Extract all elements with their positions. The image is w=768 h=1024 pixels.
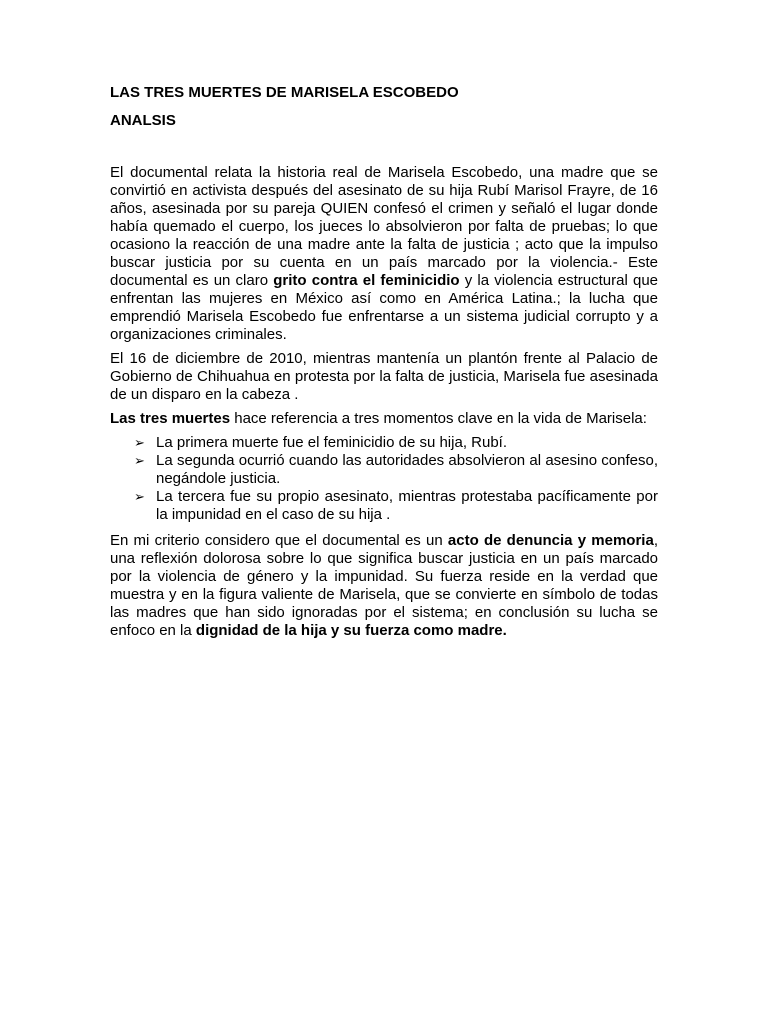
paragraph-event: El 16 de diciembre de 2010, mientras mantenía un plantón frente al Palacio de Gobierno de Chihuahua en protesta por la falta de justicia, Marisela fue asesinada de un disparo en la cabeza . (110, 350, 658, 403)
bullet-list (110, 434, 658, 524)
paragraph-conclusion-text-1: En mi criterio considero que el documental es un (110, 532, 448, 549)
paragraph-conclusion-bold-1: acto de denuncia y memoria (447, 532, 654, 549)
arrow-bullet-icon: ➢ (134, 489, 145, 504)
document-title: LAS TRES MUERTES DE MARISELA ESCOBEDO (110, 84, 459, 101)
paragraph-intro-text-1: El documental relata la historia real de Marisela Escobedo, una madre que se convirtió en activista después del asesinato de su hija Rubí Marisol Frayre, de 16 años, asesinada por su pareja QUIEN confesó el crimen y señaló el lugar donde había quemado el cuerpo, los jueces lo absolvieron por falta de pruebas; lo que ocasiono la reacción de una madre ante la falta de justicia ; acto que la impulso buscar justicia por su cuenta en un país marcado por la violencia.- Este documental es un claro (110, 164, 658, 289)
document-subtitle: ANALSIS (110, 112, 176, 129)
paragraph-three-deaths-text: hace referencia a tres momentos clave en la vida de Marisela: (230, 410, 647, 427)
paragraph-intro-bold: grito contra el feminicidio (273, 272, 460, 289)
paragraph-intro (110, 164, 658, 344)
list-item (134, 452, 658, 488)
list-item-text: La tercera fue su propio asesinato, mientras protestaba pacíficamente por la impunidad en el caso de su hija . (156, 488, 658, 523)
document-page (110, 84, 658, 646)
list-item (134, 434, 658, 452)
paragraph-intro-text-2: y la violencia estructural que enfrentan las mujeres en México así como en América Latina.; la lucha que emprendió Marisela Escobedo fue enfrentarse a un sistema judicial corrupto y a organizaciones criminales. (110, 272, 659, 343)
list-item (134, 488, 658, 524)
arrow-bullet-icon: ➢ (134, 435, 145, 450)
list-item-text: La segunda ocurrió cuando las autoridades absolvieron al asesino confeso, negándole justicia. (156, 452, 658, 487)
paragraph-three-deaths (110, 410, 658, 428)
arrow-bullet-icon: ➢ (134, 453, 145, 468)
paragraph-conclusion-bold-2: dignidad de la hija y su fuerza como madre. (195, 622, 507, 639)
paragraph-three-deaths-bold: Las tres muertes (110, 410, 231, 427)
list-item-text: La primera muerte fue el feminicidio de su hija, Rubí. (156, 434, 508, 451)
paragraph-conclusion-text-2: , una reflexión dolorosa sobre lo que significa buscar justicia en un país marcado por la violencia de género y la impunidad. Su fuerza reside en la verdad que muestra y en la figura valiente de Marisela, que se convierte en símbolo de todas las madres que han sido ignoradas por el sistema; en conclusión su lucha se enfoco en la (110, 532, 658, 639)
paragraph-conclusion (110, 532, 658, 640)
